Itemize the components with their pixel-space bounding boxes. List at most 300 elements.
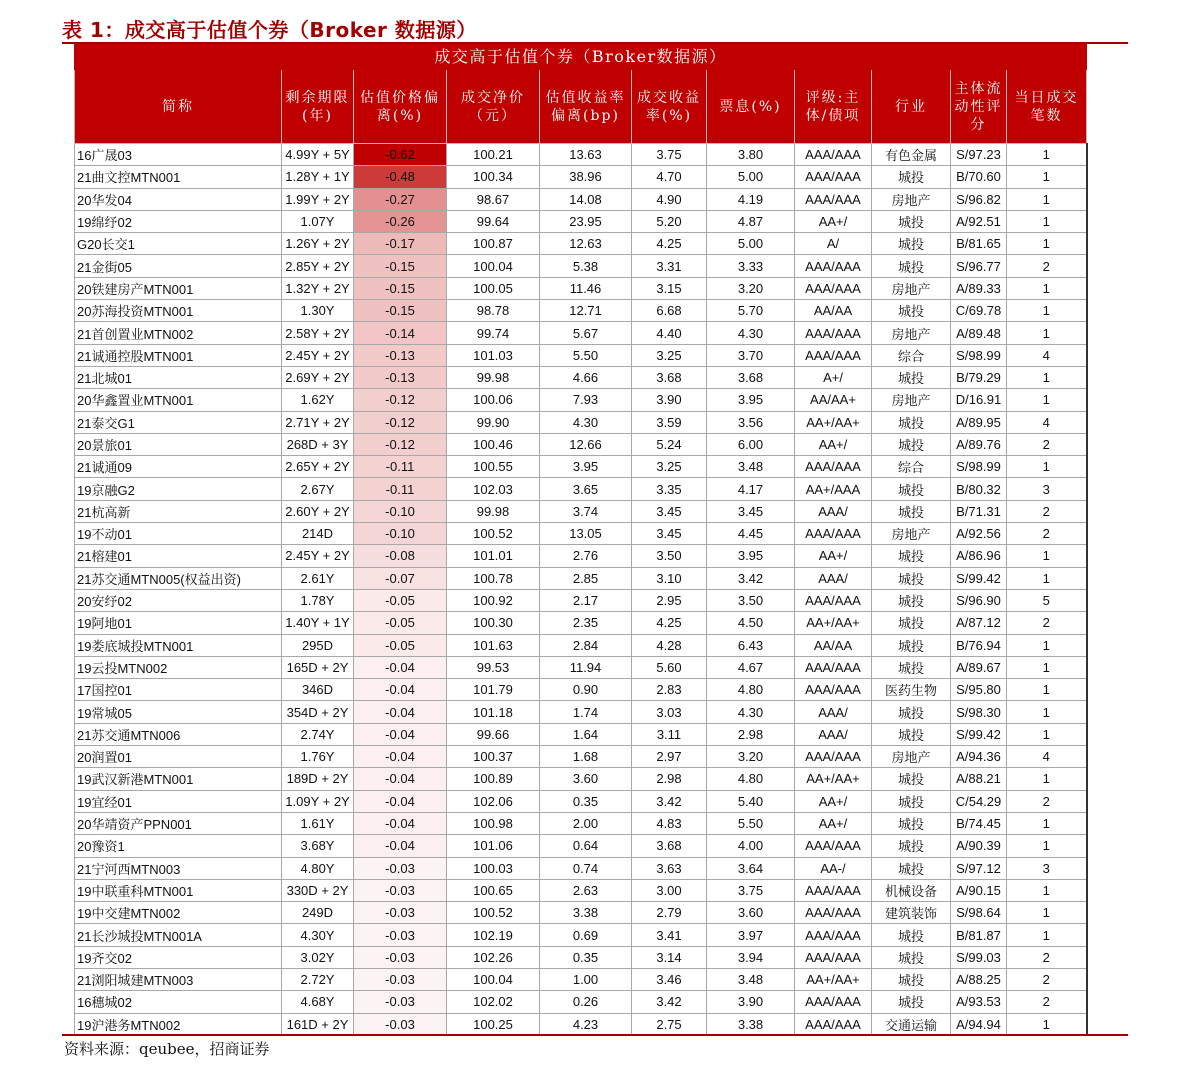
cell-liquidity-score: B/76.94 [951, 634, 1007, 656]
cell-clean-price: 100.30 [447, 612, 540, 634]
cell-industry: 城投 [872, 968, 951, 990]
cell-name: 16穗城02 [75, 991, 282, 1013]
cell-maturity: 1.61Y [282, 812, 354, 834]
cell-liquidity-score: B/80.32 [951, 478, 1007, 500]
cell-industry: 房地产 [872, 746, 951, 768]
cell-maturity: 1.28Y + 1Y [282, 166, 354, 188]
cell-industry: 城投 [872, 233, 951, 255]
cell-yield-deviation: 5.38 [540, 255, 632, 277]
cell-yield-deviation: 5.50 [540, 344, 632, 366]
cell-trade-count: 2 [1007, 255, 1087, 277]
cell-yield-deviation: 2.35 [540, 612, 632, 634]
cell-clean-price: 101.79 [447, 679, 540, 701]
cell-name: 20华发04 [75, 188, 282, 210]
cell-liquidity-score: S/99.42 [951, 723, 1007, 745]
cell-liquidity-score: S/98.30 [951, 701, 1007, 723]
cell-clean-price: 99.98 [447, 500, 540, 522]
cell-trade-yield: 4.28 [632, 634, 707, 656]
cell-industry: 城投 [872, 790, 951, 812]
cell-trade-count: 1 [1007, 233, 1087, 255]
cell-industry: 城投 [872, 210, 951, 232]
cell-name: 21榕建01 [75, 545, 282, 567]
table-row [75, 411, 1087, 433]
cell-trade-yield: 3.68 [632, 835, 707, 857]
cell-price-deviation: -0.04 [354, 746, 447, 768]
cell-trade-count: 2 [1007, 790, 1087, 812]
cell-yield-deviation: 3.65 [540, 478, 632, 500]
cell-trade-yield: 2.83 [632, 679, 707, 701]
cell-price-deviation: -0.17 [354, 233, 447, 255]
cell-liquidity-score: C/69.78 [951, 300, 1007, 322]
cell-trade-count: 1 [1007, 902, 1087, 924]
cell-rating: AAA/AAA [795, 344, 872, 366]
cell-rating: AA+/AA+ [795, 768, 872, 790]
table-row [75, 746, 1087, 768]
cell-yield-deviation: 2.17 [540, 589, 632, 611]
cell-trade-yield: 5.24 [632, 433, 707, 455]
cell-trade-count: 2 [1007, 433, 1087, 455]
cell-coupon: 3.56 [707, 411, 795, 433]
cell-maturity: 1.78Y [282, 589, 354, 611]
table-row [75, 634, 1087, 656]
cell-name: 21北城01 [75, 366, 282, 388]
cell-yield-deviation: 3.60 [540, 768, 632, 790]
cell-clean-price: 100.52 [447, 523, 540, 545]
cell-price-deviation: -0.12 [354, 433, 447, 455]
cell-coupon: 5.40 [707, 790, 795, 812]
cell-trade-count: 2 [1007, 946, 1087, 968]
cell-maturity: 1.09Y + 2Y [282, 790, 354, 812]
cell-liquidity-score: S/98.99 [951, 344, 1007, 366]
cell-name: 20华鑫置业MTN001 [75, 389, 282, 411]
cell-name: 20安纾02 [75, 589, 282, 611]
cell-name: 21诚通09 [75, 456, 282, 478]
header-clean-price: 成交净价（元） [447, 70, 540, 144]
cell-trade-yield: 4.70 [632, 166, 707, 188]
cell-price-deviation: -0.48 [354, 166, 447, 188]
cell-name: 21诚通控股MTN001 [75, 344, 282, 366]
cell-price-deviation: -0.11 [354, 478, 447, 500]
table-row [75, 300, 1087, 322]
cell-price-deviation: -0.14 [354, 322, 447, 344]
cell-coupon: 3.38 [707, 1013, 795, 1035]
cell-rating: AA+/AA+ [795, 612, 872, 634]
cell-trade-count: 1 [1007, 879, 1087, 901]
cell-liquidity-score: A/89.48 [951, 322, 1007, 344]
cell-liquidity-score: A/92.56 [951, 523, 1007, 545]
cell-industry: 城投 [872, 411, 951, 433]
cell-rating: AAA/AAA [795, 835, 872, 857]
cell-rating: AAA/AAA [795, 255, 872, 277]
cell-name: 21首创置业MTN002 [75, 322, 282, 344]
table-row [75, 835, 1087, 857]
cell-coupon: 3.75 [707, 879, 795, 901]
header-maturity: 剩余期限(年) [282, 70, 354, 144]
cell-industry: 城投 [872, 946, 951, 968]
cell-coupon: 4.50 [707, 612, 795, 634]
cell-maturity: 1.26Y + 2Y [282, 233, 354, 255]
cell-yield-deviation: 11.94 [540, 656, 632, 678]
cell-name: 20铁建房产MTN001 [75, 277, 282, 299]
cell-coupon: 3.70 [707, 344, 795, 366]
table-row [75, 946, 1087, 968]
cell-price-deviation: -0.10 [354, 500, 447, 522]
cell-coupon: 3.68 [707, 366, 795, 388]
table-row [75, 500, 1087, 522]
cell-clean-price: 100.34 [447, 166, 540, 188]
cell-price-deviation: -0.05 [354, 589, 447, 611]
cell-coupon: 5.00 [707, 233, 795, 255]
cell-name: 19中交建MTN002 [75, 902, 282, 924]
table-row [75, 188, 1087, 210]
cell-liquidity-score: S/96.77 [951, 255, 1007, 277]
cell-industry: 房地产 [872, 322, 951, 344]
cell-name: 19齐交02 [75, 946, 282, 968]
cell-liquidity-score: S/97.23 [951, 144, 1007, 166]
cell-price-deviation: -0.13 [354, 366, 447, 388]
cell-liquidity-score: A/89.67 [951, 656, 1007, 678]
cell-yield-deviation: 2.00 [540, 812, 632, 834]
cell-yield-deviation: 5.67 [540, 322, 632, 344]
cell-rating: AAA/AAA [795, 322, 872, 344]
table-row [75, 723, 1087, 745]
cell-maturity: 4.30Y [282, 924, 354, 946]
cell-liquidity-score: C/54.29 [951, 790, 1007, 812]
cell-coupon: 4.80 [707, 768, 795, 790]
cell-industry: 房地产 [872, 523, 951, 545]
cell-maturity: 2.71Y + 2Y [282, 411, 354, 433]
cell-yield-deviation: 0.74 [540, 857, 632, 879]
cell-clean-price: 99.74 [447, 322, 540, 344]
cell-rating: AAA/AAA [795, 656, 872, 678]
cell-clean-price: 101.03 [447, 344, 540, 366]
cell-trade-count: 4 [1007, 344, 1087, 366]
cell-yield-deviation: 1.68 [540, 746, 632, 768]
cell-trade-yield: 4.83 [632, 812, 707, 834]
cell-trade-count: 5 [1007, 589, 1087, 611]
cell-name: 19常城05 [75, 701, 282, 723]
cell-name: 21杭高新 [75, 500, 282, 522]
cell-maturity: 2.45Y + 2Y [282, 344, 354, 366]
cell-name: 19京融G2 [75, 478, 282, 500]
header-industry: 行业 [872, 70, 951, 144]
cell-trade-yield: 2.97 [632, 746, 707, 768]
cell-trade-yield: 2.75 [632, 1013, 707, 1035]
cell-price-deviation: -0.07 [354, 567, 447, 589]
cell-yield-deviation: 0.69 [540, 924, 632, 946]
cell-name: 20华靖资产PPN001 [75, 812, 282, 834]
cell-coupon: 6.00 [707, 433, 795, 455]
cell-industry: 城投 [872, 567, 951, 589]
cell-name: 19中联重科MTN001 [75, 879, 282, 901]
cell-coupon: 4.45 [707, 523, 795, 545]
cell-coupon: 3.97 [707, 924, 795, 946]
cell-maturity: 2.69Y + 2Y [282, 366, 354, 388]
cell-clean-price: 100.55 [447, 456, 540, 478]
cell-liquidity-score: A/90.15 [951, 879, 1007, 901]
cell-liquidity-score: A/87.12 [951, 612, 1007, 634]
cell-yield-deviation: 4.23 [540, 1013, 632, 1035]
cell-maturity: 346D [282, 679, 354, 701]
cell-clean-price: 100.03 [447, 857, 540, 879]
cell-liquidity-score: B/70.60 [951, 166, 1007, 188]
cell-maturity: 2.67Y [282, 478, 354, 500]
cell-liquidity-score: A/88.25 [951, 968, 1007, 990]
cell-price-deviation: -0.15 [354, 255, 447, 277]
cell-trade-count: 1 [1007, 322, 1087, 344]
cell-price-deviation: -0.13 [354, 344, 447, 366]
cell-liquidity-score: B/79.29 [951, 366, 1007, 388]
cell-coupon: 3.48 [707, 456, 795, 478]
table-row [75, 255, 1087, 277]
cell-coupon: 3.95 [707, 545, 795, 567]
cell-industry: 城投 [872, 768, 951, 790]
cell-trade-count: 4 [1007, 746, 1087, 768]
cell-industry: 机械设备 [872, 879, 951, 901]
cell-liquidity-score: D/16.91 [951, 389, 1007, 411]
bond-table [74, 44, 1088, 1036]
cell-liquidity-score: B/81.65 [951, 233, 1007, 255]
cell-clean-price: 98.78 [447, 300, 540, 322]
cell-trade-yield: 3.35 [632, 478, 707, 500]
cell-clean-price: 102.19 [447, 924, 540, 946]
cell-maturity: 268D + 3Y [282, 433, 354, 455]
cell-rating: AAA/AAA [795, 991, 872, 1013]
cell-name: 19不动01 [75, 523, 282, 545]
cell-industry: 城投 [872, 835, 951, 857]
table-title: 表 1：成交高于估值个券（Broker 数据源） [62, 18, 477, 42]
cell-clean-price: 100.78 [447, 567, 540, 589]
cell-yield-deviation: 0.35 [540, 946, 632, 968]
cell-trade-count: 1 [1007, 567, 1087, 589]
cell-name: 19阿地01 [75, 612, 282, 634]
cell-trade-yield: 3.75 [632, 144, 707, 166]
cell-liquidity-score: S/95.80 [951, 679, 1007, 701]
cell-yield-deviation: 0.26 [540, 991, 632, 1013]
cell-rating: AA+/ [795, 433, 872, 455]
cell-price-deviation: -0.12 [354, 389, 447, 411]
cell-coupon: 5.50 [707, 812, 795, 834]
cell-clean-price: 100.89 [447, 768, 540, 790]
cell-maturity: 3.68Y [282, 835, 354, 857]
cell-coupon: 3.48 [707, 968, 795, 990]
header-name: 简称 [75, 70, 282, 144]
cell-rating: AAA/AAA [795, 589, 872, 611]
header-liquidity-score: 主体流动性评分 [951, 70, 1007, 144]
cell-trade-count: 1 [1007, 656, 1087, 678]
cell-price-deviation: -0.05 [354, 634, 447, 656]
table-row [75, 545, 1087, 567]
cell-clean-price: 100.05 [447, 277, 540, 299]
cell-name: 21浏阳城建MTN003 [75, 968, 282, 990]
cell-trade-count: 1 [1007, 144, 1087, 166]
cell-trade-count: 1 [1007, 389, 1087, 411]
cell-maturity: 3.02Y [282, 946, 354, 968]
cell-trade-yield: 3.45 [632, 523, 707, 545]
cell-trade-count: 2 [1007, 523, 1087, 545]
cell-price-deviation: -0.12 [354, 411, 447, 433]
cell-maturity: 330D + 2Y [282, 879, 354, 901]
cell-coupon: 2.98 [707, 723, 795, 745]
cell-yield-deviation: 0.90 [540, 679, 632, 701]
cell-clean-price: 102.02 [447, 991, 540, 1013]
cell-rating: AAA/AAA [795, 1013, 872, 1035]
table-row [75, 322, 1087, 344]
cell-trade-count: 1 [1007, 835, 1087, 857]
cell-trade-count: 1 [1007, 634, 1087, 656]
cell-trade-yield: 2.98 [632, 768, 707, 790]
cell-clean-price: 100.92 [447, 589, 540, 611]
cell-trade-count: 4 [1007, 411, 1087, 433]
cell-industry: 城投 [872, 478, 951, 500]
cell-clean-price: 102.03 [447, 478, 540, 500]
table-row [75, 478, 1087, 500]
cell-price-deviation: -0.03 [354, 879, 447, 901]
table-row [75, 991, 1087, 1013]
cell-trade-yield: 5.20 [632, 210, 707, 232]
cell-industry: 城投 [872, 656, 951, 678]
cell-industry: 城投 [872, 612, 951, 634]
cell-maturity: 2.60Y + 2Y [282, 500, 354, 522]
cell-industry: 城投 [872, 433, 951, 455]
cell-price-deviation: -0.27 [354, 188, 447, 210]
cell-maturity: 4.80Y [282, 857, 354, 879]
cell-trade-yield: 3.31 [632, 255, 707, 277]
cell-trade-count: 3 [1007, 857, 1087, 879]
cell-yield-deviation: 2.84 [540, 634, 632, 656]
cell-clean-price: 101.63 [447, 634, 540, 656]
cell-clean-price: 100.52 [447, 902, 540, 924]
cell-trade-yield: 5.60 [632, 656, 707, 678]
cell-name: 19绵纾02 [75, 210, 282, 232]
cell-industry: 医药生物 [872, 679, 951, 701]
cell-maturity: 1.99Y + 2Y [282, 188, 354, 210]
cell-maturity: 4.68Y [282, 991, 354, 1013]
cell-industry: 城投 [872, 166, 951, 188]
table-body [75, 144, 1087, 1036]
cell-coupon: 4.30 [707, 701, 795, 723]
cell-rating: AAA/AAA [795, 879, 872, 901]
cell-trade-count: 1 [1007, 366, 1087, 388]
cell-trade-yield: 4.40 [632, 322, 707, 344]
cell-maturity: 2.72Y [282, 968, 354, 990]
cell-trade-yield: 3.59 [632, 411, 707, 433]
cell-trade-count: 1 [1007, 545, 1087, 567]
cell-name: 20景旅01 [75, 433, 282, 455]
header-row [75, 70, 1087, 144]
cell-maturity: 214D [282, 523, 354, 545]
table-row [75, 433, 1087, 455]
cell-industry: 交通运输 [872, 1013, 951, 1035]
cell-liquidity-score: S/98.64 [951, 902, 1007, 924]
cell-coupon: 3.64 [707, 857, 795, 879]
cell-yield-deviation: 13.05 [540, 523, 632, 545]
cell-name: 21苏交通MTN005(权益出资) [75, 567, 282, 589]
cell-trade-count: 1 [1007, 456, 1087, 478]
cell-rating: AA+/ [795, 812, 872, 834]
cell-maturity: 2.65Y + 2Y [282, 456, 354, 478]
table-row [75, 968, 1087, 990]
cell-clean-price: 100.25 [447, 1013, 540, 1035]
cell-rating: AAA/ [795, 723, 872, 745]
table-row [75, 679, 1087, 701]
cell-trade-count: 1 [1007, 812, 1087, 834]
cell-coupon: 3.95 [707, 389, 795, 411]
cell-price-deviation: -0.15 [354, 300, 447, 322]
cell-yield-deviation: 0.35 [540, 790, 632, 812]
table-row [75, 924, 1087, 946]
cell-clean-price: 100.06 [447, 389, 540, 411]
cell-price-deviation: -0.04 [354, 768, 447, 790]
cell-liquidity-score: A/93.53 [951, 991, 1007, 1013]
cell-yield-deviation: 38.96 [540, 166, 632, 188]
cell-name: 21泰交G1 [75, 411, 282, 433]
cell-rating: AA+/ [795, 210, 872, 232]
cell-rating: AA+/AAA [795, 478, 872, 500]
cell-trade-count: 1 [1007, 679, 1087, 701]
table-row [75, 790, 1087, 812]
cell-liquidity-score: B/81.87 [951, 924, 1007, 946]
cell-coupon: 3.90 [707, 991, 795, 1013]
cell-yield-deviation: 4.66 [540, 366, 632, 388]
cell-maturity: 2.85Y + 2Y [282, 255, 354, 277]
cell-price-deviation: -0.04 [354, 679, 447, 701]
cell-yield-deviation: 12.71 [540, 300, 632, 322]
cell-liquidity-score: A/86.96 [951, 545, 1007, 567]
cell-maturity: 249D [282, 902, 354, 924]
cell-coupon: 5.00 [707, 166, 795, 188]
cell-maturity: 1.30Y [282, 300, 354, 322]
cell-clean-price: 99.53 [447, 656, 540, 678]
cell-coupon: 3.45 [707, 500, 795, 522]
cell-trade-yield: 4.90 [632, 188, 707, 210]
cell-coupon: 3.33 [707, 255, 795, 277]
cell-name: 19娄底城投MTN001 [75, 634, 282, 656]
cell-liquidity-score: S/96.90 [951, 589, 1007, 611]
header-price-deviation: 估值价格偏离(%) [354, 70, 447, 144]
cell-maturity: 1.07Y [282, 210, 354, 232]
cell-trade-count: 1 [1007, 210, 1087, 232]
cell-liquidity-score: S/97.12 [951, 857, 1007, 879]
cell-name: 19宜经01 [75, 790, 282, 812]
cell-yield-deviation: 13.63 [540, 144, 632, 166]
cell-clean-price: 101.01 [447, 545, 540, 567]
table-row [75, 523, 1087, 545]
cell-clean-price: 100.98 [447, 812, 540, 834]
cell-liquidity-score: S/99.42 [951, 567, 1007, 589]
cell-rating: AA+/ [795, 790, 872, 812]
cell-name: 19武汉新港MTN001 [75, 768, 282, 790]
cell-name: 21长沙城投MTN001A [75, 924, 282, 946]
cell-yield-deviation: 3.74 [540, 500, 632, 522]
bottom-divider [62, 1034, 1128, 1036]
cell-trade-count: 1 [1007, 188, 1087, 210]
cell-clean-price: 99.66 [447, 723, 540, 745]
cell-coupon: 4.30 [707, 322, 795, 344]
cell-rating: AA-/ [795, 857, 872, 879]
cell-coupon: 4.67 [707, 656, 795, 678]
cell-trade-yield: 3.11 [632, 723, 707, 745]
cell-rating: AAA/AAA [795, 188, 872, 210]
cell-industry: 城投 [872, 812, 951, 834]
cell-name: 16广晟03 [75, 144, 282, 166]
cell-name: 21宁河西MTN003 [75, 857, 282, 879]
cell-trade-yield: 3.42 [632, 790, 707, 812]
cell-industry: 城投 [872, 255, 951, 277]
cell-maturity: 161D + 2Y [282, 1013, 354, 1035]
cell-trade-yield: 3.68 [632, 366, 707, 388]
cell-rating: AA/AA [795, 300, 872, 322]
